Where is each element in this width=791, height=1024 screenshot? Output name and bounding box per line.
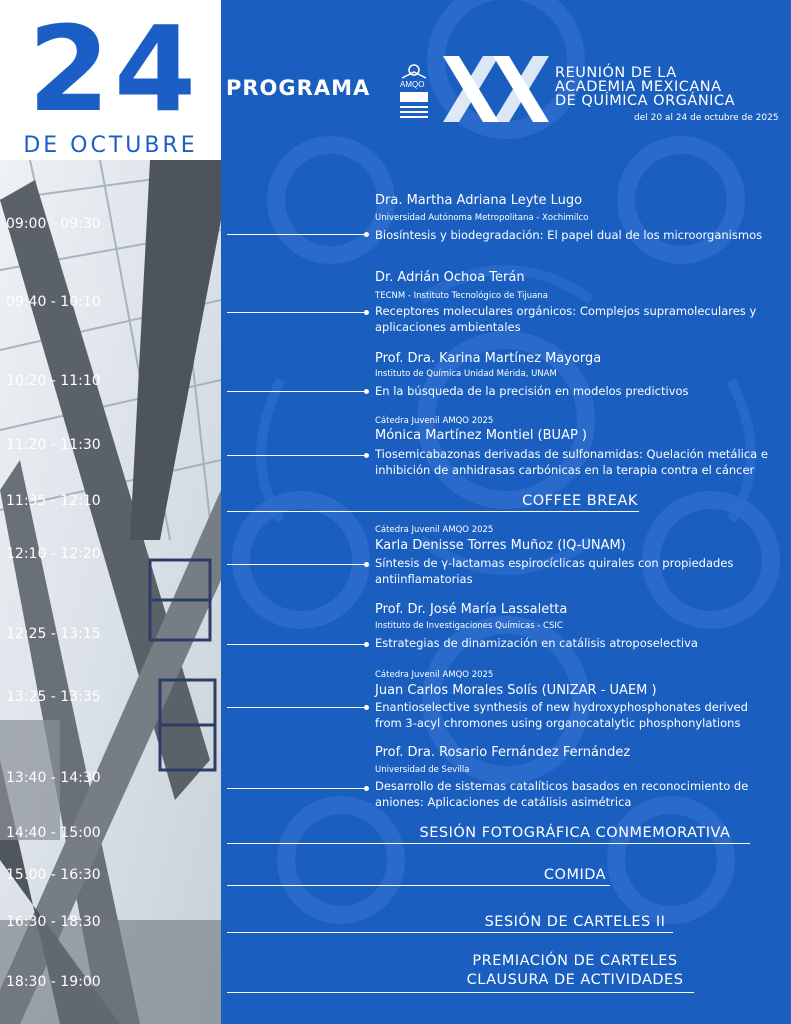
amqo-logo-icon [396,62,432,124]
time-slot: 11:20 - 11:30 [6,437,101,453]
time-slot: 11:35 - 12:10 [6,493,101,509]
time-underline [227,885,610,886]
bullet-dot [364,705,369,710]
time-underline [227,843,750,844]
bullet-dot [364,786,369,791]
time-underline [227,511,639,512]
talk-title: Tiosemicabazonas derivadas de sulfonamidas: Quelación metálica e inhibición de anhidrasas carbónicas en la terapia contra el cáncer [375,447,768,477]
lunch-label: COMIDA [543,867,607,883]
time-slot: 12:25 - 13:15 [6,626,101,642]
speaker-affiliation: Instituto de Química Unidad Mérida, UNAM [375,369,557,379]
programa-heading: PROGRAMA [226,76,371,100]
bullet-dot [364,389,369,394]
time-slot: 09:00 - 09:30 [6,216,101,232]
cathedra-tag: Cátedra Juvenil AMQO 2025 [375,670,494,680]
speaker-name: Juan Carlos Morales Solís (UNIZAR - UAEM ) [375,683,657,698]
event-title-line-3: DE QUÍMICA ORGÁNICA [555,93,735,109]
speaker-name: Mónica Martínez Montiel (BUAP ) [375,428,587,443]
poster-session-label: SESIÓN DE CARTELES II [484,914,666,930]
speaker-name: Karla Denisse Torres Muñoz (IQ-UNAM) [375,538,626,553]
time-underline [227,564,368,565]
time-underline [227,455,368,456]
event-date-range: del 20 al 24 de octubre de 2025 [634,113,779,123]
amqo-logo-text: AMQO [400,80,425,89]
photo-session-label: SESIÓN FOTOGRÁFICA CONMEMORATIVA [419,825,731,841]
time-underline [227,391,368,392]
time-slot: 14:40 - 15:00 [6,825,101,841]
time-slot: 15:00 - 16:30 [6,867,101,883]
event-title [555,66,735,108]
time-underline [227,932,673,933]
architecture-photo [0,160,221,1024]
talk-title: En la búsqueda de la precisión en modelos predictivos [375,384,689,398]
time-underline [227,788,368,789]
time-slot: 18:30 - 19:00 [6,974,101,990]
speaker-name: Prof. Dra. Rosario Fernández Fernández [375,745,631,760]
talk-title: Desarrollo de sistemas catalíticos basados en reconocimiento de aniones: Aplicaciones de catálisis asimétrica [375,779,749,809]
speaker-name: Prof. Dra. Karina Martínez Mayorga [375,351,602,366]
cathedra-tag: Cátedra Juvenil AMQO 2025 [375,416,494,426]
time-underline [227,644,368,645]
day-number: 24 [27,0,201,138]
time-slot: 10:20 - 11:10 [6,373,101,389]
time-slot: 09:40 - 10:10 [6,294,101,310]
speaker-affiliation: Instituto de Investigaciones Químicas - CSIC [375,621,563,631]
photo-illustration [0,160,221,1024]
speaker-name: Dra. Martha Adriana Leyte Lugo [375,193,583,208]
talk-title: Síntesis de γ-lactamas espirocíclicas quirales con propiedades antiinflamatorias [375,556,734,586]
talk-title: Biosíntesis y biodegradación: El papel dual de los microorganismos [375,228,763,242]
month-label: DE OCTUBRE [23,133,198,158]
bullet-dot [364,310,369,315]
time-slot: 12:10 - 12:20 [6,546,101,562]
bullet-dot [364,232,369,237]
bullet-dot [364,642,369,647]
time-slot: 16:30 - 18:30 [6,914,101,930]
talk-title: Enantioselective synthesis of new hydroxyphosphonates derived from 3-acyl chromones using organocatalytic phosphonylations [375,700,748,730]
speaker-affiliation: Universidad Autónoma Metropolitana - Xochimilco [375,213,589,223]
speaker-name: Prof. Dr. José María Lassaletta [375,602,568,617]
bullet-dot [364,453,369,458]
xx-emblem [443,56,553,122]
amqo-logo [396,62,432,124]
event-title-line-1: REUNIÓN DE LA [555,65,677,81]
cathedra-tag: Cátedra Juvenil AMQO 2025 [375,525,494,535]
awards-label: PREMIACIÓN DE CARTELES [472,953,678,969]
time-underline [227,992,694,993]
time-slot: 13:25 - 13:35 [6,689,101,705]
time-underline [227,312,368,313]
speaker-name: Dr. Adrián Ochoa Terán [375,270,525,285]
speaker-affiliation: Universidad de Sevilla [375,765,470,775]
break-label: COFFEE BREAK [522,493,638,509]
closing-label: CLAUSURA DE ACTIVIDADES [466,972,684,988]
time-slot: 13:40 - 14:30 [6,770,101,786]
date-box [0,0,221,160]
speaker-affiliation: TECNM - Instituto Tecnológico de Tijuana [375,291,548,301]
bullet-dot [364,562,369,567]
time-underline [227,234,368,235]
xx-emblem-graphic [443,56,553,122]
event-title-line-2: ACADEMIA MEXICANA [555,79,722,95]
talk-title: Receptores moleculares orgánicos: Complejos supramoleculares y aplicaciones ambientales [375,304,757,334]
talk-title: Estrategias de dinamización en catálisis atroposelectiva [375,636,698,650]
time-underline [227,707,368,708]
